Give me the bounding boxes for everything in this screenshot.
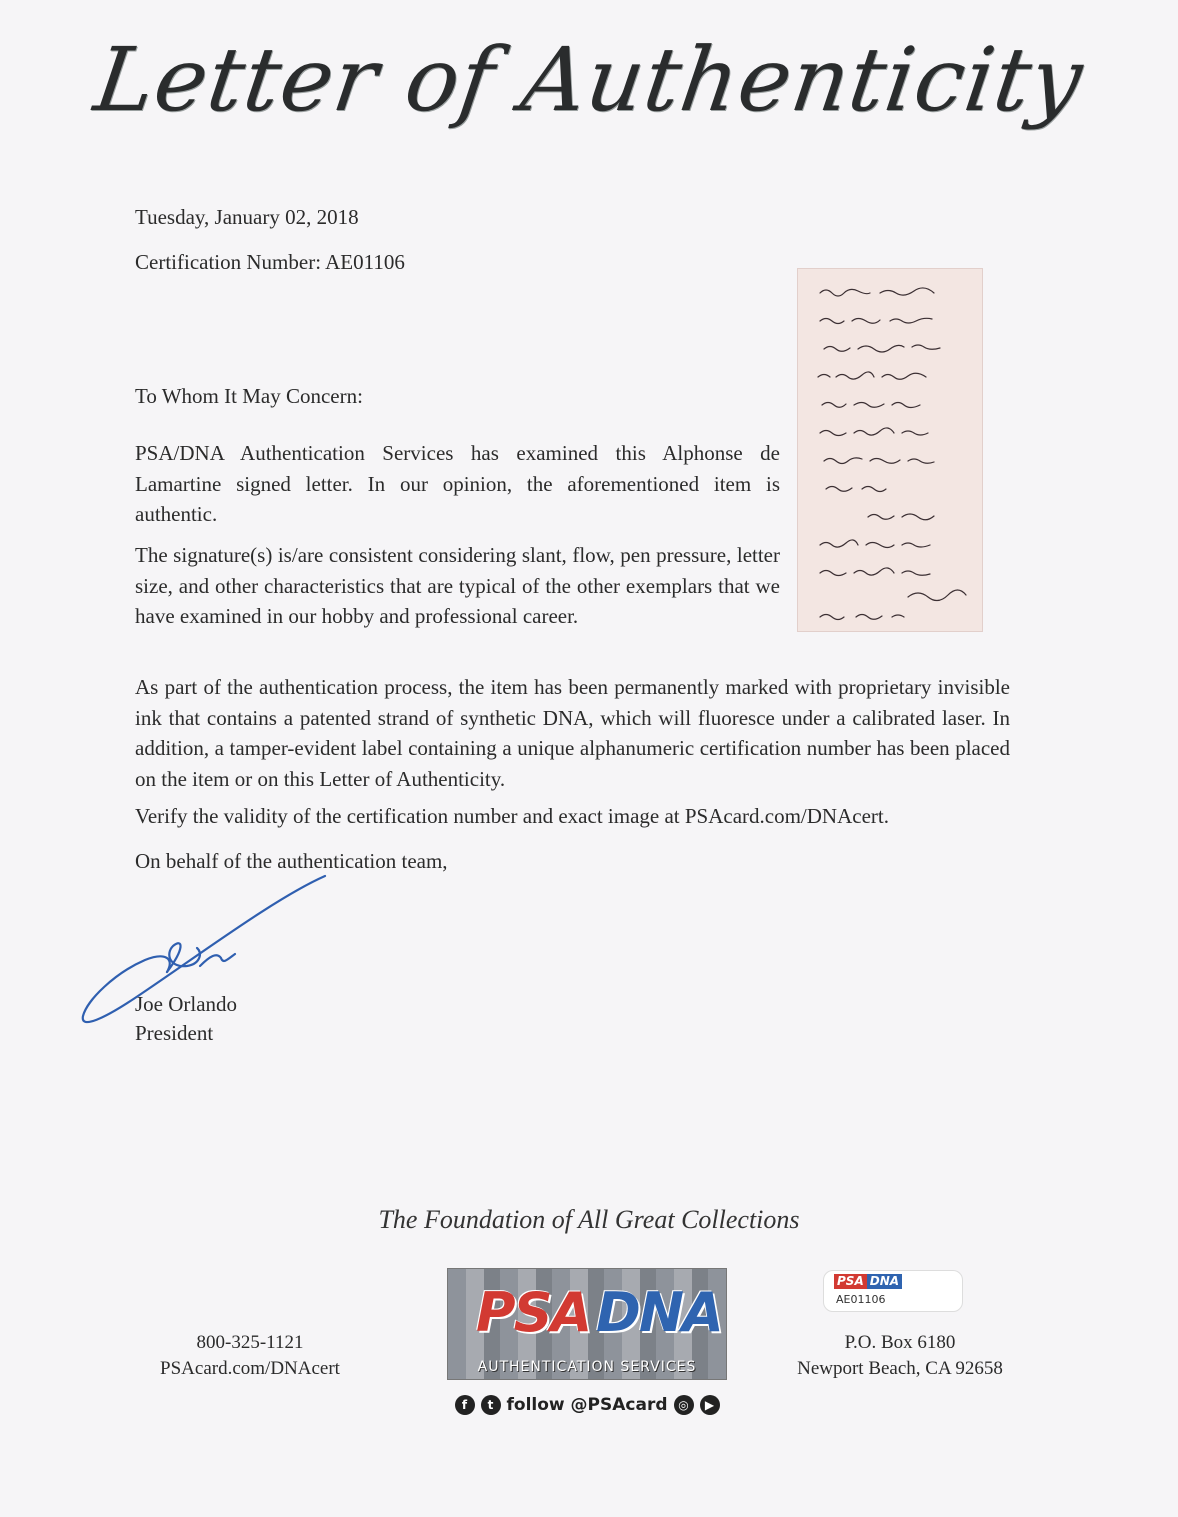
logo-subtitle: AUTHENTICATION SERVICES: [477, 1359, 697, 1375]
social-handle[interactable]: follow @PSAcard: [506, 1395, 668, 1415]
letter-date: Tuesday, January 02, 2018: [135, 205, 359, 229]
psa-dna-logo: [447, 1268, 727, 1380]
page-title: Letter of Authenticity: [88, 28, 1090, 131]
footer-tagline: The Foundation of All Great Collections: [378, 1205, 800, 1234]
address-line-1: P.O. Box 6180: [844, 1332, 956, 1353]
examination-paragraph: PSA/DNA Authentication Services has examined this Alphonse de Lamartine signed letter. In our opinion, the aforementioned item is authentic.: [135, 441, 780, 526]
label-cert-number: AE01106: [836, 1293, 886, 1306]
address-line-2: Newport Beach, CA 92658: [797, 1358, 1003, 1379]
footer-contact: [150, 1330, 350, 1382]
signature-analysis-paragraph: The signature(s) is/are consistent considering slant, flow, pen pressure, letter size, and other characteristics that are typical of the other exemplars that we have examined in our hobby and professional career.: [135, 543, 780, 628]
instagram-icon[interactable]: ◎: [674, 1395, 694, 1415]
salutation: To Whom It May Concern:: [135, 384, 363, 408]
website-link[interactable]: PSAcard.com/DNAcert: [160, 1358, 340, 1379]
label-dna: DNA: [867, 1274, 902, 1289]
youtube-icon[interactable]: ▶: [700, 1395, 720, 1415]
handwritten-letter-image: [798, 269, 982, 631]
item-image: [797, 268, 983, 632]
signer-title: President: [135, 1021, 214, 1045]
certification-number: Certification Number: AE01106: [135, 250, 405, 274]
logo-psa-text: PSA: [476, 1281, 591, 1344]
authentication-process-paragraph: As part of the authentication process, the item has been permanently marked with proprietary invisible ink that contains a patented strand of synthetic DNA, which will fluoresce under a calibrated laser. In addition, a tamper-evident label containing a unique alphanumeric certification number has been placed on the item or on this Letter of Authenticity.: [135, 675, 1010, 791]
social-links: [447, 1392, 727, 1418]
phone-number: 800-325-1121: [196, 1332, 304, 1353]
closing-line: On behalf of the authentication team,: [135, 849, 448, 873]
label-logo: [834, 1274, 902, 1289]
verification-paragraph: Verify the validity of the certification number and exact image at PSAcard.com/DNAcert.: [135, 804, 889, 828]
twitter-icon[interactable]: t: [481, 1395, 501, 1415]
label-psa: PSA: [834, 1274, 867, 1289]
facebook-icon[interactable]: f: [455, 1395, 475, 1415]
tamper-evident-label: [823, 1270, 963, 1312]
logo-dna-text: DNA: [596, 1281, 722, 1344]
footer-address: [790, 1330, 1010, 1382]
signer-name: Joe Orlando: [135, 992, 238, 1016]
